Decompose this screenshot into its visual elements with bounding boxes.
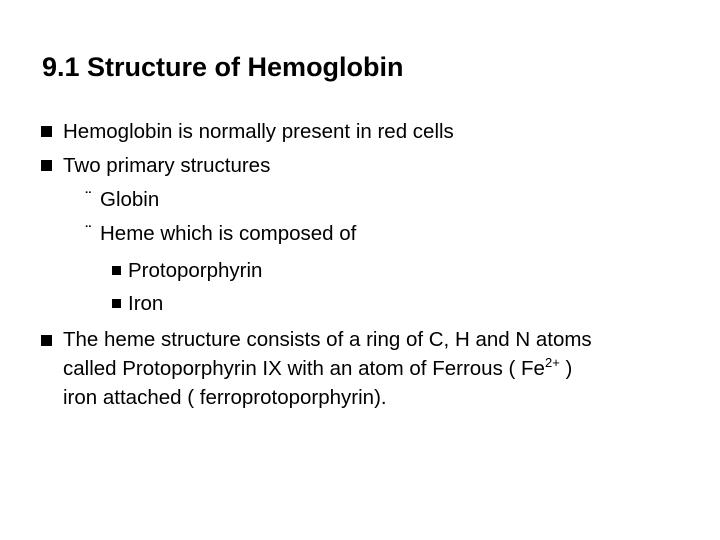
sub-bullet-text: Globin: [100, 188, 160, 211]
bullet-text-segment: called Protoporphyrin IX with an atom of Ferrous ( Fe: [63, 357, 545, 380]
square-bullet-icon: [112, 299, 121, 308]
square-bullet-icon: [41, 126, 52, 137]
sub-bullet-text: Heme which is composed of: [100, 222, 357, 245]
superscript-charge: 2+: [544, 355, 560, 370]
bullet-text-segment: ): [559, 357, 573, 380]
checkbox-bullet-icon: ¨: [84, 189, 93, 209]
bullet-text: Hemoglobin is normally present in red cells: [63, 120, 454, 143]
bullet-text: Two primary structures: [63, 154, 271, 177]
square-bullet-icon: [41, 160, 52, 171]
square-bullet-icon: [112, 266, 121, 275]
sub-sub-bullet-text: Iron: [128, 292, 164, 315]
slide-title: 9.1 Structure of Hemoglobin: [42, 52, 404, 82]
bullet-text-line: iron attached ( ferroprotoporphyrin).: [63, 386, 387, 409]
checkbox-bullet-icon: ¨: [84, 223, 93, 243]
bullet-text-line: [63, 354, 572, 385]
bullet-text-line: The heme structure consists of a ring of C, H and N atoms: [63, 328, 592, 351]
sub-sub-bullet-text: Protoporphyrin: [128, 259, 263, 282]
square-bullet-icon: [41, 335, 52, 346]
